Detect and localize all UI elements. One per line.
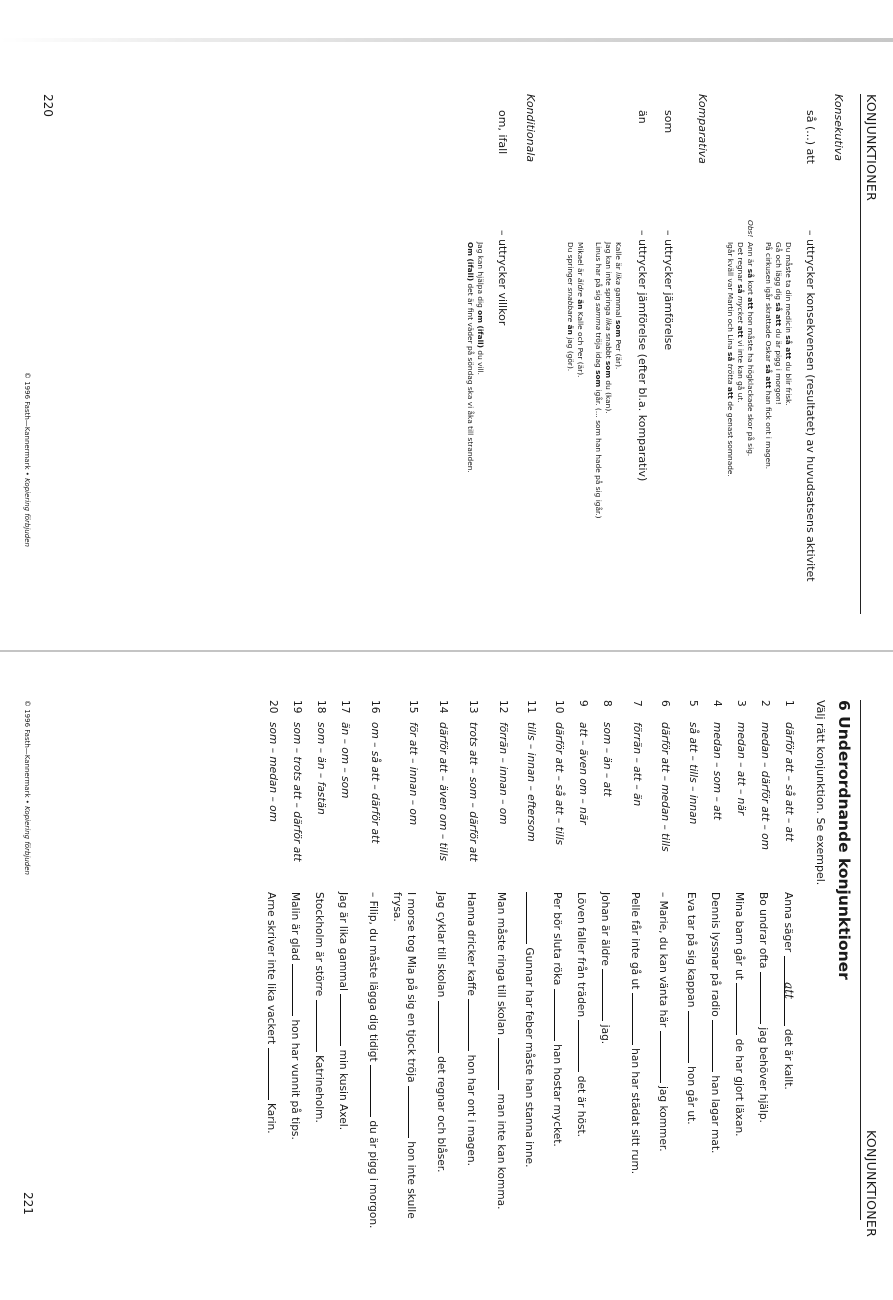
conjunction-options: som – medan – om (267, 722, 279, 822)
conjunction-options: därför att – medan – tills (659, 722, 671, 852)
conjunction-description: – uttrycker villkor (496, 230, 509, 326)
sentence-start: Jag cyklar till skolan (435, 892, 447, 1001)
running-head: KONJUNKTIONER (864, 1130, 879, 1238)
conjunction-options: medan – att – när (735, 722, 747, 816)
sentence-start: Arne skriver inte lika vackert (265, 892, 277, 1048)
exercise-sentence (336, 892, 351, 1232)
sentence-end: de har gjort läxan. (733, 1035, 745, 1137)
conjunction-options: som – än – fastän (315, 722, 327, 815)
answer-blank[interactable] (736, 983, 747, 1035)
conjunction-options: så att – tills – innan (687, 722, 699, 825)
sentence-start: Mina barn går ut (733, 892, 745, 984)
exercise-sentence (522, 892, 537, 1232)
answer-blank[interactable] (316, 1000, 327, 1052)
item-number: 10 (553, 700, 565, 714)
sentence-start: Johan är äldre (599, 892, 611, 970)
conjunction-options: tills – innan – eftersom (525, 722, 537, 842)
sentence-start: – Filip, du måste lägga dig tidigt (367, 892, 379, 1065)
exercise-sentence (756, 892, 771, 1232)
item-number: 2 (759, 700, 771, 707)
item-number: 7 (631, 700, 643, 707)
item-number: 1 (783, 700, 795, 707)
exercise-sentence (574, 892, 589, 1232)
conjunction-label: om, ifall (496, 110, 509, 155)
conjunction-options: därför att – så att – att (783, 722, 795, 842)
exercise-sentence (598, 892, 613, 1232)
right-page (0, 660, 893, 1260)
item-number: 20 (267, 700, 279, 714)
answer-blank[interactable] (438, 1001, 449, 1053)
conjunction-label: så (...) att (804, 110, 817, 164)
conjunction-options: om – så att – därför att (369, 722, 381, 844)
sentence-start: Malin är glad (289, 892, 301, 965)
sentence-end: jag behöver hjälp. (757, 1023, 769, 1123)
exercise-instruction: Välj rätt konjunktion. Se exempel. (814, 700, 827, 886)
sentence-start: – Marie, du kan vänta här (657, 892, 669, 1031)
sentence-end: det är höst. (575, 1072, 587, 1137)
sentence-start: Dennis lyssnar på radio (709, 892, 721, 1021)
sentence-end: han lagar mat. (709, 1072, 721, 1154)
item-number: 13 (467, 700, 479, 714)
item-number: 17 (339, 700, 351, 714)
exercise-sentence (312, 892, 327, 1232)
sentence-start: Stockholm är större (313, 892, 325, 1000)
sentence-end: min kusin Axel. (337, 1046, 349, 1131)
item-number: 4 (711, 700, 723, 707)
sentence-end: man inte kan komma. (495, 1090, 507, 1210)
answer-blank[interactable] (578, 1020, 589, 1072)
sentence-end: hon går ut. (685, 1062, 697, 1125)
handwritten-answer: att (782, 982, 796, 999)
sentence-end: Karin. (265, 1099, 277, 1134)
category-heading: Konditionala (524, 94, 537, 163)
item-number: 18 (315, 700, 327, 714)
item-number: 5 (687, 700, 699, 707)
sentence-start: Hanna dricker kaffe (465, 892, 477, 1000)
sentence-start: I morse tog Mia på sig en tjock tröja (405, 892, 417, 1086)
page-number: 221 (21, 1192, 35, 1215)
header-rule (860, 94, 861, 614)
example-line: Jag kan hjälpa dig om (ifall) du vill. (476, 242, 485, 376)
sentence-start: Eva tar på sig kappan (685, 892, 697, 1011)
sentence-end: jag. (599, 1021, 611, 1045)
sentence-end: det är kallt. (782, 1025, 794, 1090)
example-line: På cirkusen igår skrattade Oskar så att han fick ont i magen. (764, 242, 773, 470)
copyright-footer: © 1996 Fasth—Kannermark • Kopiering förbjuden (23, 372, 31, 547)
answer-blank[interactable] (498, 1038, 509, 1090)
sentence-end: det regnar och blåser. (435, 1052, 447, 1173)
item-number: 9 (577, 700, 589, 707)
conjunction-options: som – trots att – därför att (291, 722, 303, 862)
answer-blank[interactable] (660, 1031, 671, 1083)
conjunction-options: att – även om – när (577, 722, 589, 825)
exercise-sentence (781, 892, 795, 1232)
answer-blank[interactable] (712, 1020, 723, 1072)
sentence-start: Anna säger (782, 892, 794, 956)
sentence-start: Bo undrar ofta (757, 892, 769, 972)
sentence-start: Per bör sluta röka (551, 892, 563, 989)
item-number: 11 (525, 700, 537, 714)
answer-blank[interactable] (554, 989, 565, 1041)
running-head: KONJUNKTIONER (864, 94, 879, 202)
conjunction-options: som – än – att (601, 722, 613, 797)
conjunction-options: därför att – så att – tills (553, 722, 565, 846)
item-number: 19 (291, 700, 303, 714)
sentence-end: han har städat sitt rum. (629, 1044, 641, 1175)
conjunction-options: förrän – innan – om (497, 722, 509, 825)
exercise-sentence (550, 892, 565, 1232)
exercise-sentence (732, 892, 747, 1232)
example-line: Linus har på sig samma tröja idag som igår. (... som han hade på sig igår.) (594, 242, 603, 519)
item-number: 16 (369, 700, 381, 714)
example-line: Du springer snabbare än jag (gör). (566, 242, 575, 372)
sentence-start: Löven faller från träden (575, 892, 587, 1021)
page-number: 220 (41, 94, 55, 117)
conjunction-options: förrän – att – än (631, 722, 643, 807)
exercise-sentence (264, 892, 279, 1232)
conjunction-description: – uttrycker jämförelse (662, 230, 675, 351)
example-line: Om (ifall) det är fint väder på söndag ska vi åka till stranden. (466, 242, 475, 473)
example-line: Igår kväll var Martin och Lina så trötta att de genast somnade. (726, 242, 735, 477)
example-line: Du måste ta din medicin så att du blir frisk. (784, 242, 793, 406)
exercise-sentence (464, 892, 479, 1232)
example-line: Det regnar så mycket att vi inte kan gå ut. (736, 242, 745, 403)
item-number: 14 (437, 700, 449, 714)
exercise-sentence (684, 892, 699, 1232)
copyright-footer: © 1996 Fasth—Kannermark • Kopiering förbjuden (23, 700, 31, 875)
exercise-sentence (656, 892, 671, 1232)
sentence-start: Man måste ringa till skolan (495, 892, 507, 1039)
sentence-end: han hostar mycket. (551, 1040, 563, 1147)
item-number: 6 (659, 700, 671, 707)
item-number: 3 (735, 700, 747, 707)
conjunction-options: än – om – som (339, 722, 351, 799)
item-number: 15 (407, 700, 419, 714)
sentence-end: Katrineholm. (313, 1051, 325, 1123)
sentence-end: hon har vunnit på tips. (289, 1016, 301, 1140)
answer-blank[interactable] (526, 892, 537, 944)
exercise-sentence (494, 892, 509, 1232)
exercise-items (0, 700, 893, 1260)
answer-blank[interactable] (602, 969, 613, 1021)
example-line: Gå och lägg dig så att du är pigg i morgon! (774, 242, 783, 405)
left-page (0, 42, 893, 642)
exercise-title: 6 Underordnande konjunktioner (835, 700, 853, 980)
sentence-start: Jag är lika gammal (337, 892, 349, 995)
conjunction-options: medan – därför att – om (759, 722, 771, 850)
answer-blank[interactable] (784, 956, 795, 1026)
sentence-end: Gunnar har feber måste han stanna inne. (523, 944, 535, 1168)
exercise-sentence (366, 892, 381, 1232)
category-heading: Konsekutiva (832, 94, 845, 161)
answer-blank[interactable] (760, 972, 771, 1024)
exercise-sentence (434, 892, 449, 1232)
answer-blank[interactable] (340, 994, 351, 1046)
conjunction-label: som (662, 110, 675, 134)
answer-blank[interactable] (292, 964, 303, 1016)
item-number: 8 (601, 700, 613, 707)
page-fold-divider (0, 650, 893, 652)
exercise-sentence (288, 892, 303, 1232)
conjunction-options: därför att – även om – tills (437, 722, 449, 862)
category-heading: Komparativa (696, 94, 709, 164)
answer-blank[interactable] (268, 1048, 279, 1100)
example-line: Mikael är äldre än Kalle och Per (är). (576, 242, 585, 378)
answer-blank[interactable] (408, 1086, 419, 1138)
example-line: Ann är så kort att hon måste ha högklackade skor på sig. (746, 242, 755, 457)
conjunction-description: – uttrycker jämförelse (efter bl.a. komparativ) (636, 230, 649, 482)
answer-blank[interactable] (632, 993, 643, 1045)
conjunction-description: – uttrycker konsekvensen (resultatet) av huvudsatsens aktivitet (804, 230, 817, 582)
item-number: 12 (497, 700, 509, 714)
answer-blank[interactable] (468, 999, 479, 1051)
exercise-sentence (708, 892, 723, 1232)
conjunction-label: än (636, 110, 649, 124)
sentence-end: du är pigg i morgon. (367, 1116, 379, 1229)
sentence-end: hon inte skulle frysa. (391, 892, 417, 1219)
exercise-sentence (628, 892, 643, 1232)
sentence-start: Pelle får inte gå ut (629, 892, 641, 993)
example-line: Kalle är lika gammal som Per (är). (614, 242, 623, 370)
exercise-sentence (390, 892, 419, 1232)
sentence-end: jag kommer. (657, 1082, 669, 1152)
answer-blank[interactable] (370, 1065, 381, 1117)
conjunction-options: trots att – som – därför att (467, 722, 479, 862)
obs-label: Obs! (746, 220, 755, 238)
conjunction-options: för att – innan – om (407, 722, 419, 826)
answer-blank[interactable] (688, 1011, 699, 1063)
conjunction-options: medan – som – att (711, 722, 723, 820)
sentence-end: hon har ont i magen. (465, 1051, 477, 1166)
example-line: Jag kan inte springa lika snabbt som du (kan). (604, 242, 613, 414)
